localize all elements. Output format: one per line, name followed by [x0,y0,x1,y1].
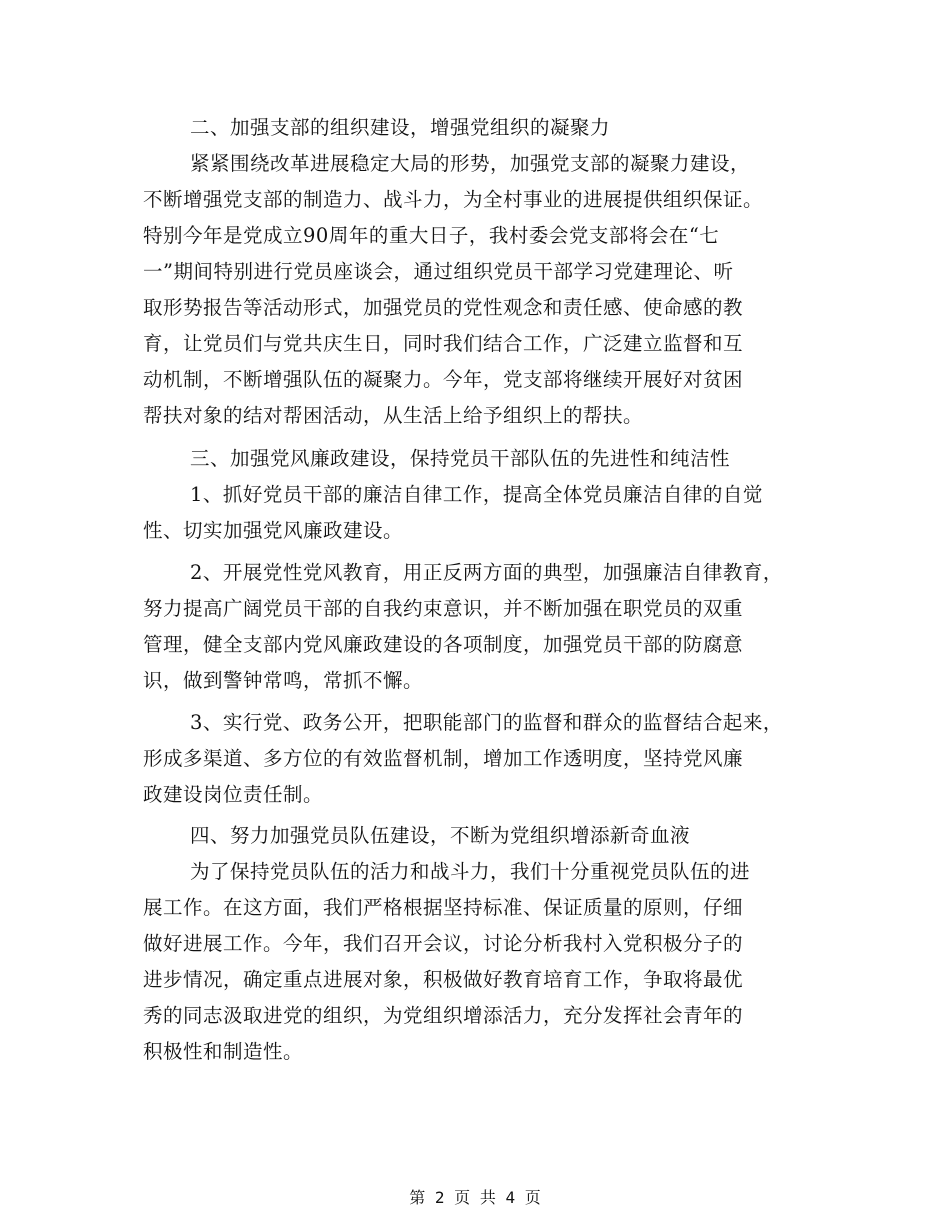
paragraph-line: 进步情况，确定重点进展对象，积极做好教育培育工作，争取将最优 [143,968,744,991]
heading-section-4: 四、努力加强党员队伍建设，不断为党组织增添新奇血液 [190,824,691,847]
paragraph-line: 2、开展党性党风教育，用正反两方面的典型，加强廉洁自律教育， [190,561,783,584]
paragraph-line: 为了保持党员队伍的活力和战斗力，我们十分重视党员队伍的进 [190,860,751,883]
paragraph-line: 一”期间特别进行党员座谈会，通过组织党员干部学习党建理论、听 [143,260,734,283]
paragraph-line: 不断增强党支部的制造力、战斗力，为全村事业的进展提供组织保证。 [143,188,764,211]
paragraph-line: 紧紧围绕改革进展稳定大局的形势，加强党支部的凝聚力建设， [190,152,751,175]
paragraph-line: 3、实行党、政务公开，把职能部门的监督和群众的监督结合起来， [190,711,783,734]
heading-section-2: 二、加强支部的组织建设，增强党组织的凝聚力 [190,116,611,139]
paragraph-line: 动机制，不断增强队伍的凝聚力。今年，党支部将继续开展好对贫困 [143,368,744,391]
paragraph-line: 秀的同志汲取进党的组织，为党组织增添活力，充分发挥社会青年的 [143,1004,744,1027]
paragraph-line: 积极性和制造性。 [143,1040,304,1063]
paragraph-line: 努力提高广阔党员干部的自我约束意识，并不断加强在职党员的双重 [143,597,744,620]
paragraph-line: 性、切实加强党风廉政建设。 [143,519,404,542]
paragraph-line: 形成多渠道、多方位的有效监督机制，增加工作透明度，坚持党风廉 [143,747,744,770]
heading-section-3: 三、加强党风廉政建设，保持党员干部队伍的先进性和纯洁性 [190,447,731,470]
paragraph-line: 识，做到警钟常鸣，常抓不懈。 [143,669,424,692]
paragraph-line: 做好进展工作。今年，我们召开会议，讨论分析我村入党积极分子的 [143,932,744,955]
paragraph-line: 特别今年是党成立90周年的重大日子，我村委会党支部将会在“七 [143,224,720,247]
paragraph-line: 管理，健全支部内党风廉政建设的各项制度，加强党员干部的防腐意 [143,633,744,656]
page-number-footer: 第 2 页 共 4 页 [409,1188,541,1207]
paragraph-line: 帮扶对象的结对帮困活动，从生活上给予组织上的帮扶。 [143,404,644,427]
paragraph-line: 育，让党员们与党共庆生日，同时我们结合工作，广泛建立监督和互 [143,332,744,355]
paragraph-line: 政建设岗位责任制。 [143,783,324,806]
paragraph-line: 取形势报告等活动形式，加强党员的党性观念和责任感、使命感的教 [143,296,744,319]
paragraph-line: 1、抓好党员干部的廉洁自律工作，提高全体党员廉洁自律的自觉 [190,483,763,506]
paragraph-line: 展工作。在这方面，我们严格根据坚持标准、保证质量的原则，仔细 [143,896,744,919]
